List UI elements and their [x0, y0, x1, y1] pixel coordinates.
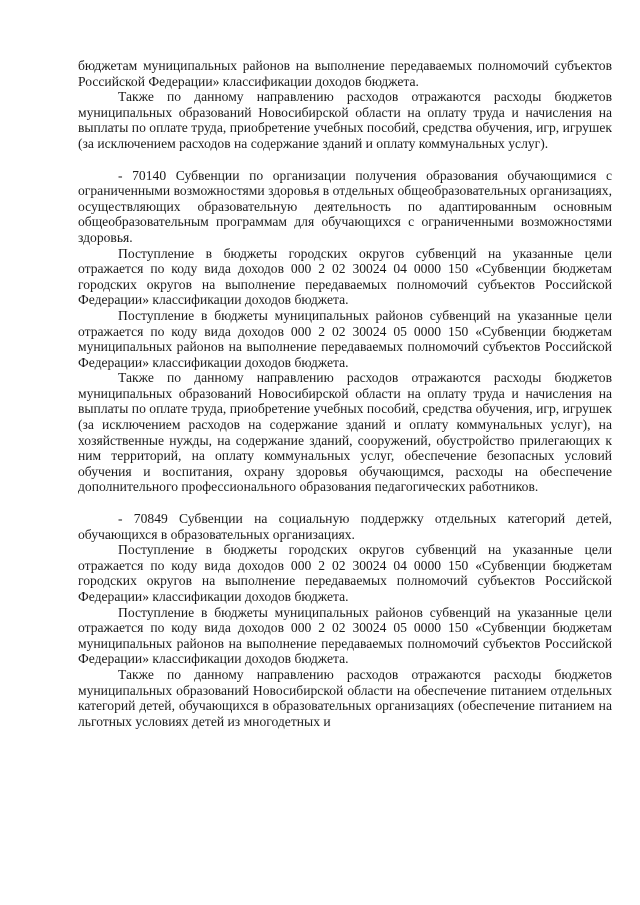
- paragraph: Поступление в бюджеты городских округов субвенций на указанные цели отражается по коду вида доходов 000 2 02 30024 04 0000 150 «Субвенции бюджетам городских округов на выполнение передаваемых полномочий субъектов Российской Федерации» классификации доходов бюджета.: [78, 542, 612, 604]
- paragraph-gap: [78, 495, 612, 511]
- paragraph: Также по данному направлению расходов отражаются расходы бюджетов муниципальных образований Новосибирской области на обеспечение питанием отдельных категорий детей, обучающихся в образовательных организациях (обеспечение питанием на льготных условиях детей из многодетных и: [78, 666, 612, 729]
- paragraph: Также по данному направлению расходов отражаются расходы бюджетов муниципальных образований Новосибирской области на оплату труда и начисления на выплаты по оплате труда, приобретение учебных пособий, средства обучения, игр, игрушек (за исключением расходов на содержание зданий и оплату коммунальных услуг), на хозяйственные нужды, на содержание зданий, сооружений, обустройство прилегающих к ним территорий, на оплату коммунальных услуг, обеспечение безопасных условий обучения и воспитания, охрану здоровья обучающимся, расходы на обеспечение дополнительного профессионального образования педагогических работников.: [78, 370, 612, 495]
- paragraph-gap: [78, 152, 612, 168]
- paragraph: Поступление в бюджеты городских округов субвенций на указанные цели отражается по коду вида доходов 000 2 02 30024 04 0000 150 «Субвенции бюджетам городских округов на выполнение передаваемых полномочий субъектов Российской Федерации» классификации доходов бюджета.: [78, 245, 612, 308]
- paragraph: Поступление в бюджеты муниципальных районов субвенций на указанные цели отражается по коду вида доходов 000 2 02 30024 05 0000 150 «Субвенции бюджетам муниципальных районов на выполнение передаваемых полномочий субъектов Российской Федерации» классификации доходов бюджета.: [78, 307, 612, 370]
- section-item-70849: - 70849 Субвенции на социальную поддержку отдельных категорий детей, обучающихся в образовательных организациях.: [78, 511, 612, 542]
- section-item-70140: - 70140 Субвенции по организации получения образования обучающимися с ограниченными возможностями здоровья в отдельных общеобразовательных организациях, осуществляющих образовательную деятельность по адаптированным основным общеобразовательным программам для обучающихся с ограниченными возможностями здоровья.: [78, 167, 612, 245]
- document-body: [78, 58, 612, 729]
- paragraph: Поступление в бюджеты муниципальных районов субвенций на указанные цели отражается по коду вида доходов 000 2 02 30024 05 0000 150 «Субвенции бюджетам муниципальных районов на выполнение передаваемых полномочий субъектов Российской Федерации» классификации доходов бюджета.: [78, 604, 612, 667]
- paragraph: Также по данному направлению расходов отражаются расходы бюджетов муниципальных образований Новосибирской области на оплату труда и начисления на выплаты по оплате труда, приобретение учебных пособий, средства обучения, игр, игрушек (за исключением расходов на содержание зданий и оплату коммунальных услуг).: [78, 89, 612, 151]
- paragraph: бюджетам муниципальных районов на выполнение передаваемых полномочий субъектов Российской Федерации» классификации доходов бюджета.: [78, 58, 612, 89]
